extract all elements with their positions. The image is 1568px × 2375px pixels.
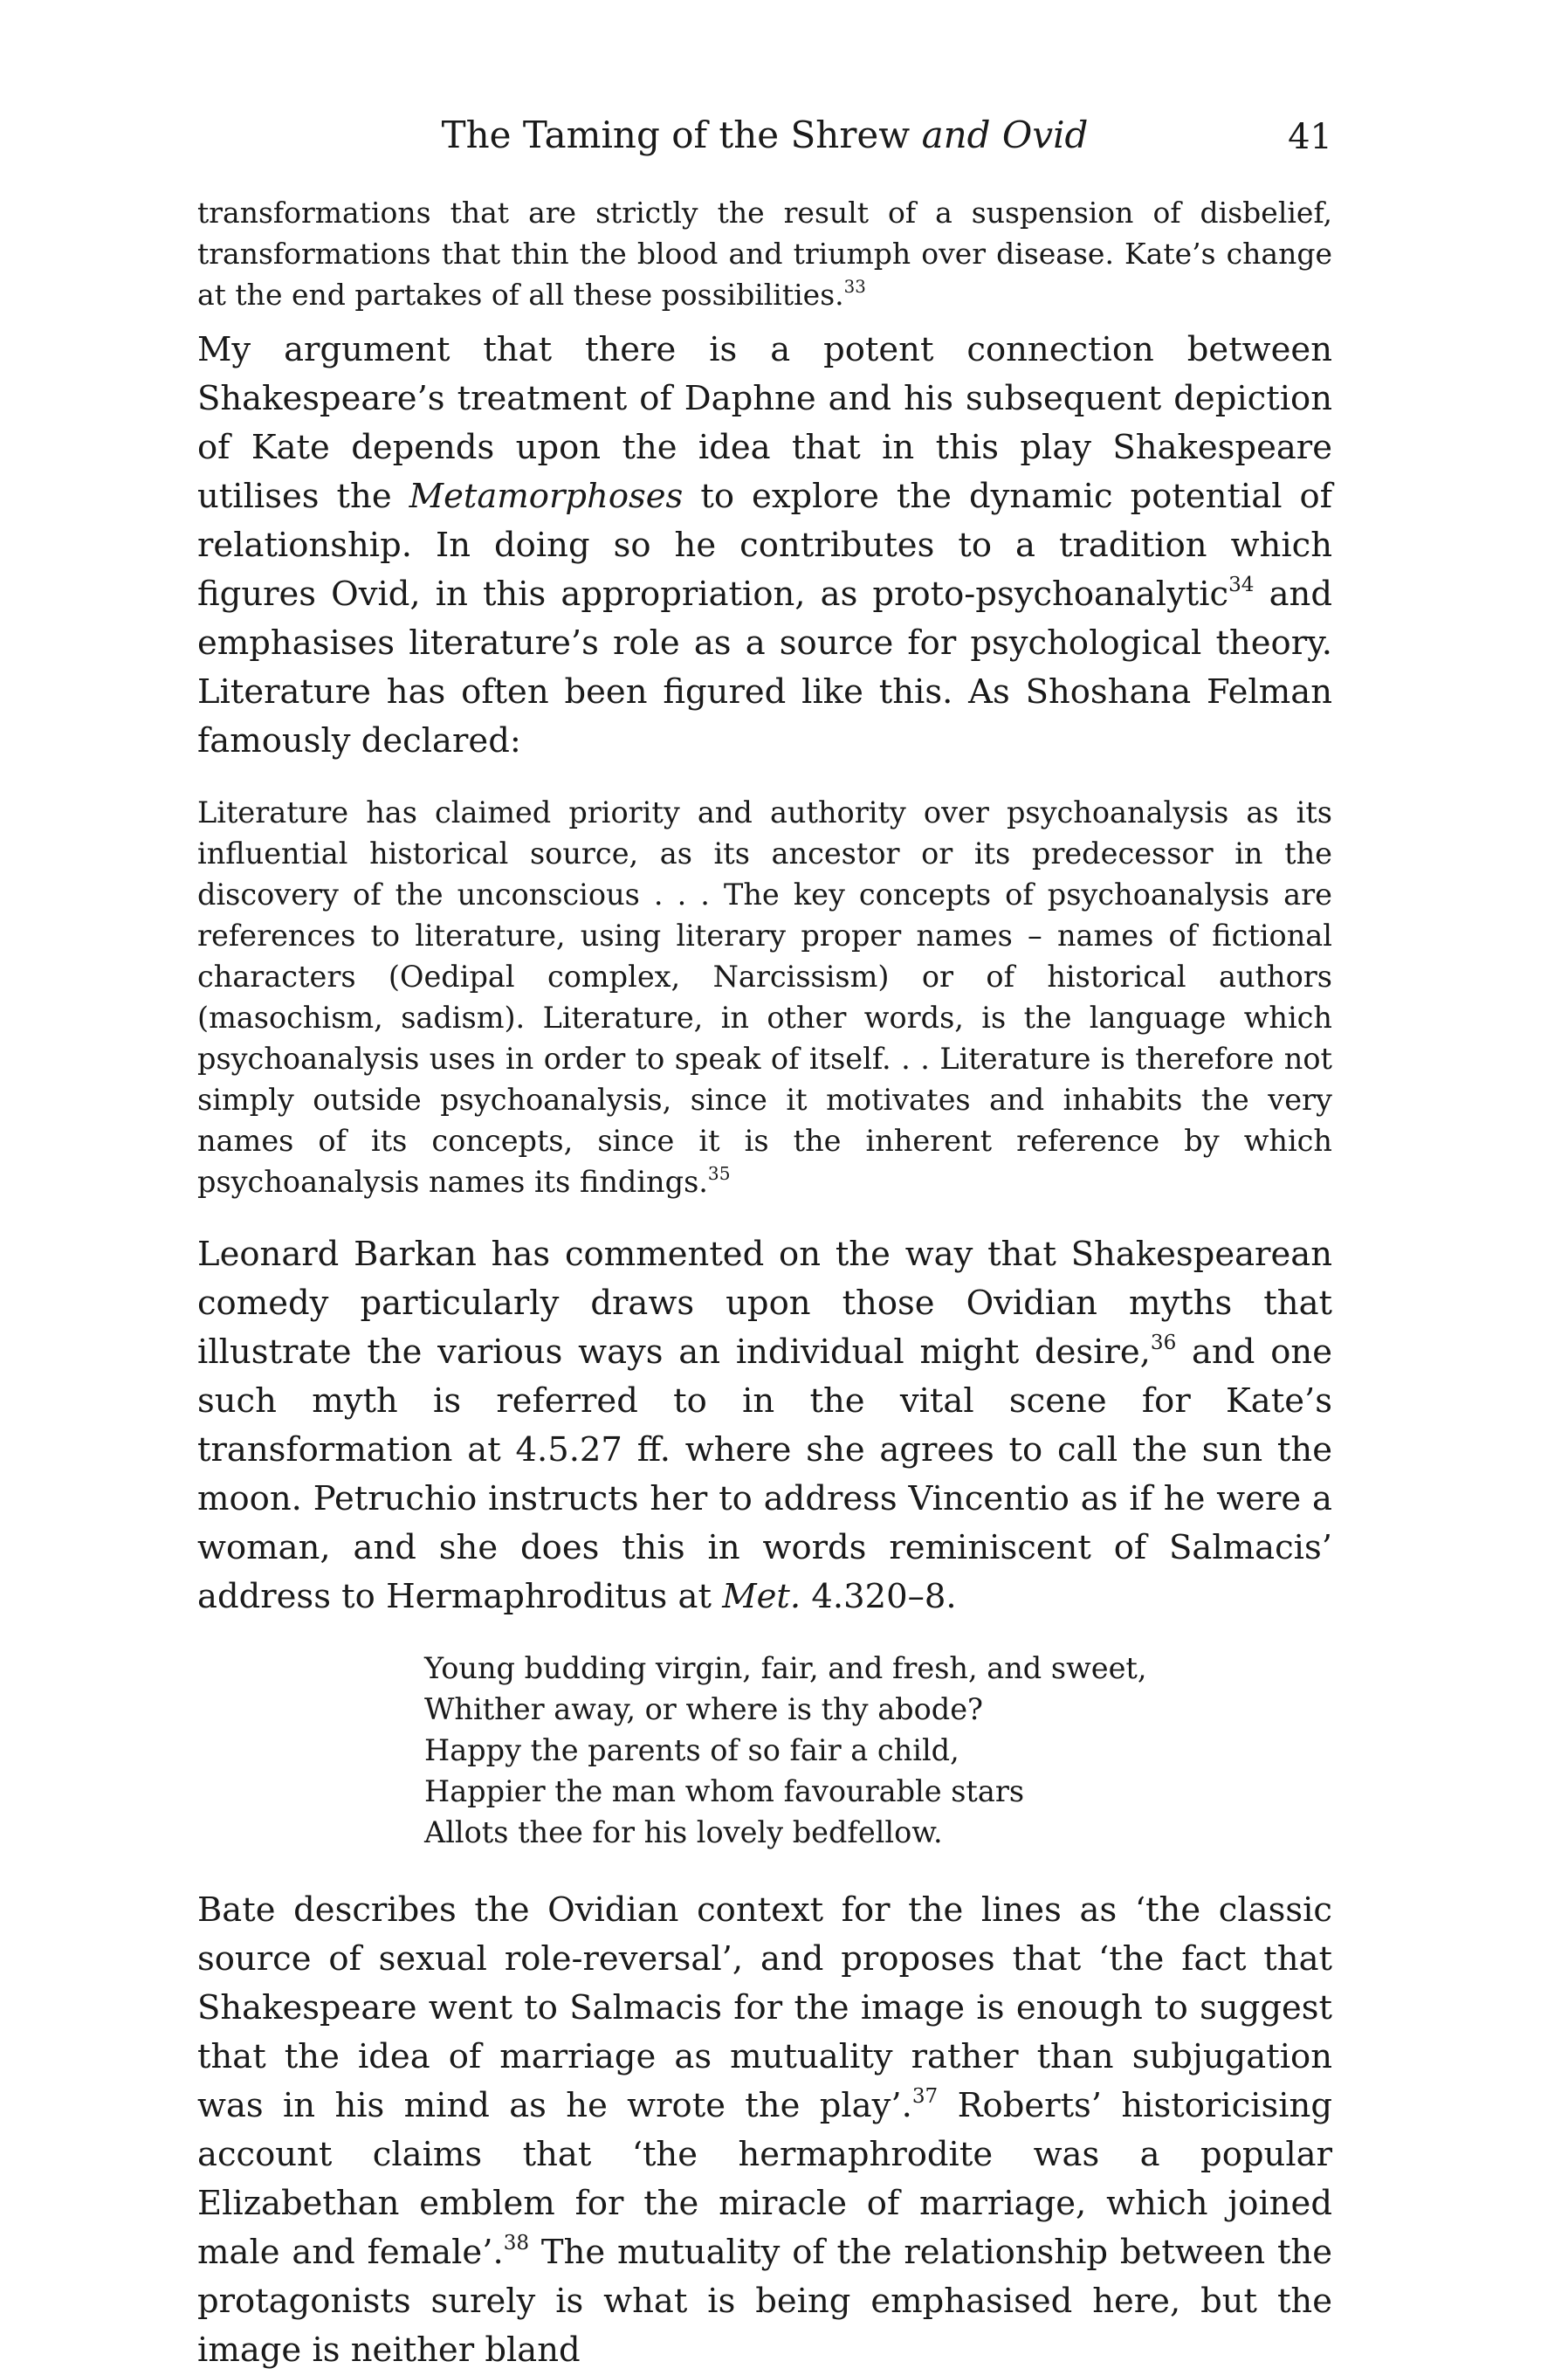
paragraph-text: to explore the dynamic potential of relationship. In doing so he contributes to a tradition which figures Ovid, in this appropriation, as proto-psychoanalytic — [197, 477, 1332, 614]
running-head — [197, 114, 1332, 156]
paragraph — [197, 326, 1332, 766]
page-header — [197, 114, 1332, 166]
verse-line: Happier the man whom favourable stars — [424, 1774, 1025, 1808]
block-quote — [197, 792, 1332, 1202]
verse-quote — [424, 1648, 1332, 1853]
footnote-ref: 35 — [707, 1162, 731, 1184]
footnote-ref: 33 — [843, 277, 866, 298]
verse-line: Allots thee for his lovely bedfellow. — [424, 1815, 943, 1849]
verse-line: Whither away, or where is thy abode? — [424, 1692, 984, 1726]
verse-line: Young budding virgin, fair, and fresh, and sweet, — [424, 1651, 1147, 1685]
paragraph-text: transformations that are strictly the result of a suspension of disbelief, transformations that thin the blood and triumph over disease. Kate’s change at the end partakes of all these possibilities. — [197, 196, 1332, 312]
paragraph-text: Roberts’ historicising account claims that ‘the hermaphrodite was a popular Elizabethan emblem for the miracle of marriage, which joined male and female’. — [197, 2086, 1332, 2272]
page-number: 41 — [1288, 117, 1332, 157]
paragraph-text: My argument that there is a potent connection between Shakespeare’s treatment of Daphne and his subsequent depiction of Kate depends upon the idea that in this play Shakespeare utilises the — [197, 330, 1332, 516]
paragraph — [197, 1886, 1332, 2375]
paragraph-text: Bate describes the Ovidian context for the lines as ‘the classic source of sexual role-reversal’, and proposes that ‘the fact that Shakespeare went to Salmacis for the image is enough to suggest that the idea of marriage as mutuality rather than subjugation was in his mind as he wrote the play’. — [197, 1890, 1332, 2125]
paragraph-text: and one such myth is referred to in the vital scene for Kate’s transformation at 4.5.27 ff. where she agrees to call the sun the moon. Petruchio instructs her to address Vincentio as if he were a woman, and she does this in words reminiscent of Salmacis’ address to Hermaphroditus at — [197, 1332, 1332, 1616]
footnote-ref: 36 — [1150, 1331, 1177, 1354]
paragraph-continued — [197, 192, 1332, 315]
quote-text: Literature has claimed priority and authority over psychoanalysis as its influential historical source, as its ancestor or its predecessor in the discovery of the unconscious . . . The key concepts of psychoanalysis are references to literature, using literary proper names – names of fictional characters (Oedipal complex, Narcissism) or of historical authors (masochism, sadism). Literature, in other words, is the language which psychoanalysis uses in order to speak of itself. . . Literature is therefore not simply outside psychoanalysis, since it motivates and inhabits the very names of its concepts, since it is the inherent reference by which psychoanalysis names its findings. — [197, 795, 1332, 1199]
paragraph — [197, 1230, 1332, 1621]
paragraph-text: Leonard Barkan has commented on the way that Shakespearean comedy particularly draws upon those Ovidian myths that illustrate the various ways an individual might desire, — [197, 1235, 1332, 1372]
book-page — [197, 114, 1332, 2375]
footnote-ref: 37 — [911, 2084, 939, 2108]
running-head-italic: and Ovid — [921, 114, 1089, 156]
book-title: Metamorphoses — [409, 477, 684, 516]
running-head-title: The Taming of the Shrew — [441, 114, 911, 156]
paragraph-text: 4.320–8. — [801, 1577, 957, 1616]
paragraph-text: and emphasises literature’s role as a source for psychological theory. Literature has often been figured like this. As Shoshana Felman famously declared: — [197, 575, 1332, 761]
footnote-ref: 38 — [503, 2231, 530, 2255]
work-abbrev: Met. — [722, 1577, 801, 1616]
paragraph-text: The mutuality of the relationship between the protagonists surely is what is being emphasised here, but the image is neither bland — [197, 2233, 1332, 2370]
footnote-ref: 34 — [1228, 573, 1255, 596]
verse-line: Happy the parents of so fair a child, — [424, 1733, 959, 1767]
